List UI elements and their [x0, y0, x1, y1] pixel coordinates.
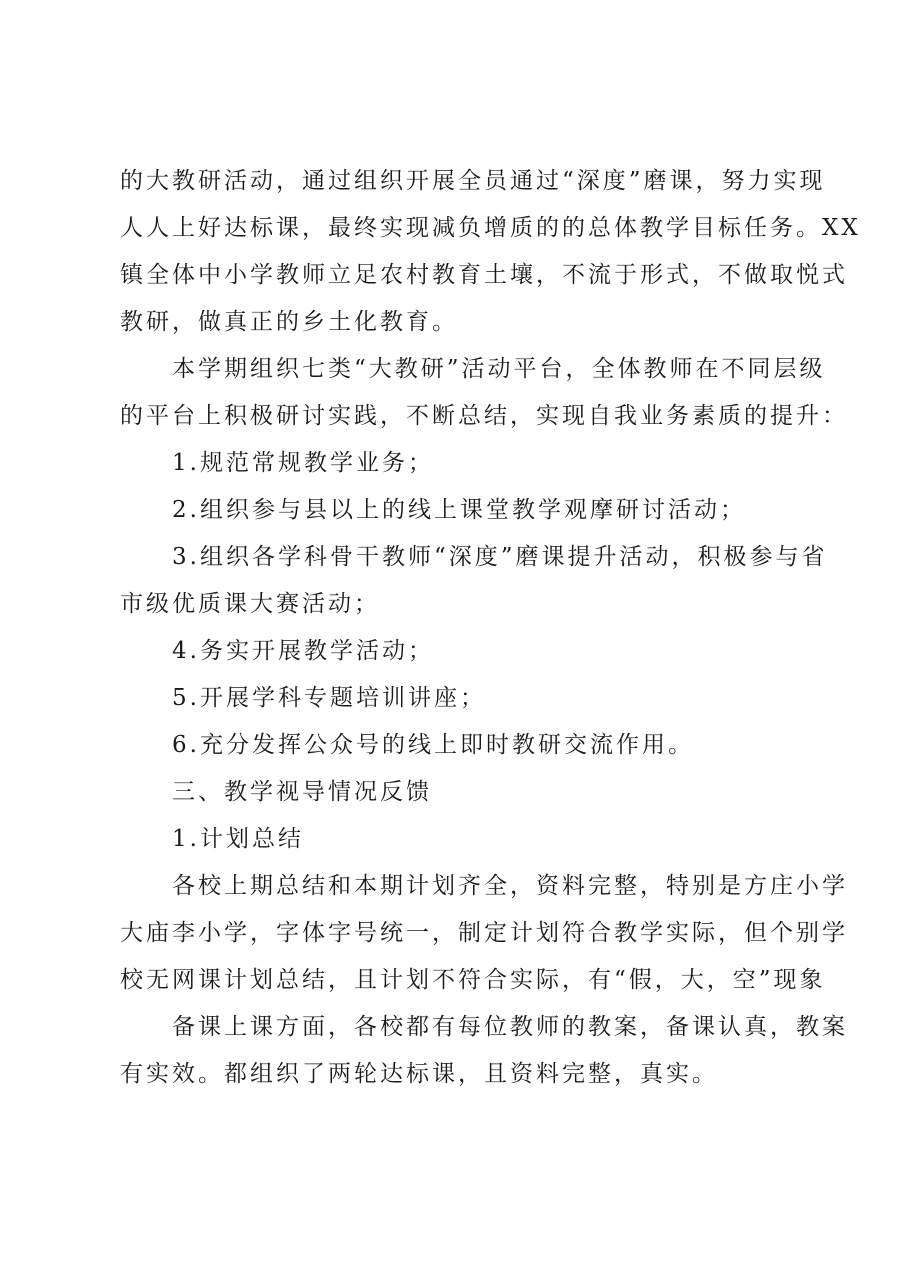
text-line: 市级优质课大赛活动； — [120, 591, 380, 617]
text-line: 大庙李小学，字体字号统一，制定计划符合教学实际，但个别学 — [120, 920, 848, 946]
text-line: 备课上课方面，各校都有每位教师的教案，备课认真，教案 — [172, 1014, 848, 1040]
subsection-heading: 1.计划总结 — [172, 826, 304, 852]
list-item: 3.组织各学科骨干教师“深度”磨课提升活动，积极参与省 — [172, 544, 828, 570]
text-line: 各校上期总结和本期计划齐全，资料完整，特别是方庄小学 — [172, 873, 848, 899]
list-item: 4.务实开展教学活动； — [172, 638, 434, 664]
text-line: 教研，做真正的乡土化教育。 — [120, 309, 458, 335]
list-item: 2.组织参与县以上的线上课堂教学观摩研讨活动； — [172, 497, 746, 523]
text-line: 本学期组织七类“大教研”活动平台，全体教师在不同层级 — [172, 356, 826, 382]
document-body — [120, 158, 861, 1098]
text-line: 有实效。都组织了两轮达标课，且资料完整，真实。 — [120, 1061, 718, 1087]
text-line: 镇全体中小学教师立足农村教育土壤，不流于形式，不做取悦式 — [120, 262, 848, 288]
text-line: 的大教研活动，通过组织开展全员通过“深度”磨课，努力实现 — [120, 168, 826, 194]
text-line: 的平台上积极研讨实践，不断总结，实现自我业务素质的提升： — [120, 403, 848, 429]
section-heading: 三、教学视导情况反馈 — [172, 779, 432, 805]
list-item: 6.充分发挥公众号的线上即时教研交流作用。 — [172, 732, 694, 758]
text-line: 人人上好达标课，最终实现减负增质的的总体教学目标任务。XX — [120, 215, 861, 241]
text-line: 校无网课计划总结，且计划不符合实际，有“假，大，空”现象 — [120, 967, 826, 993]
list-item: 5.开展学科专题培训讲座； — [172, 685, 486, 711]
list-item: 1.规范常规教学业务； — [172, 450, 434, 476]
